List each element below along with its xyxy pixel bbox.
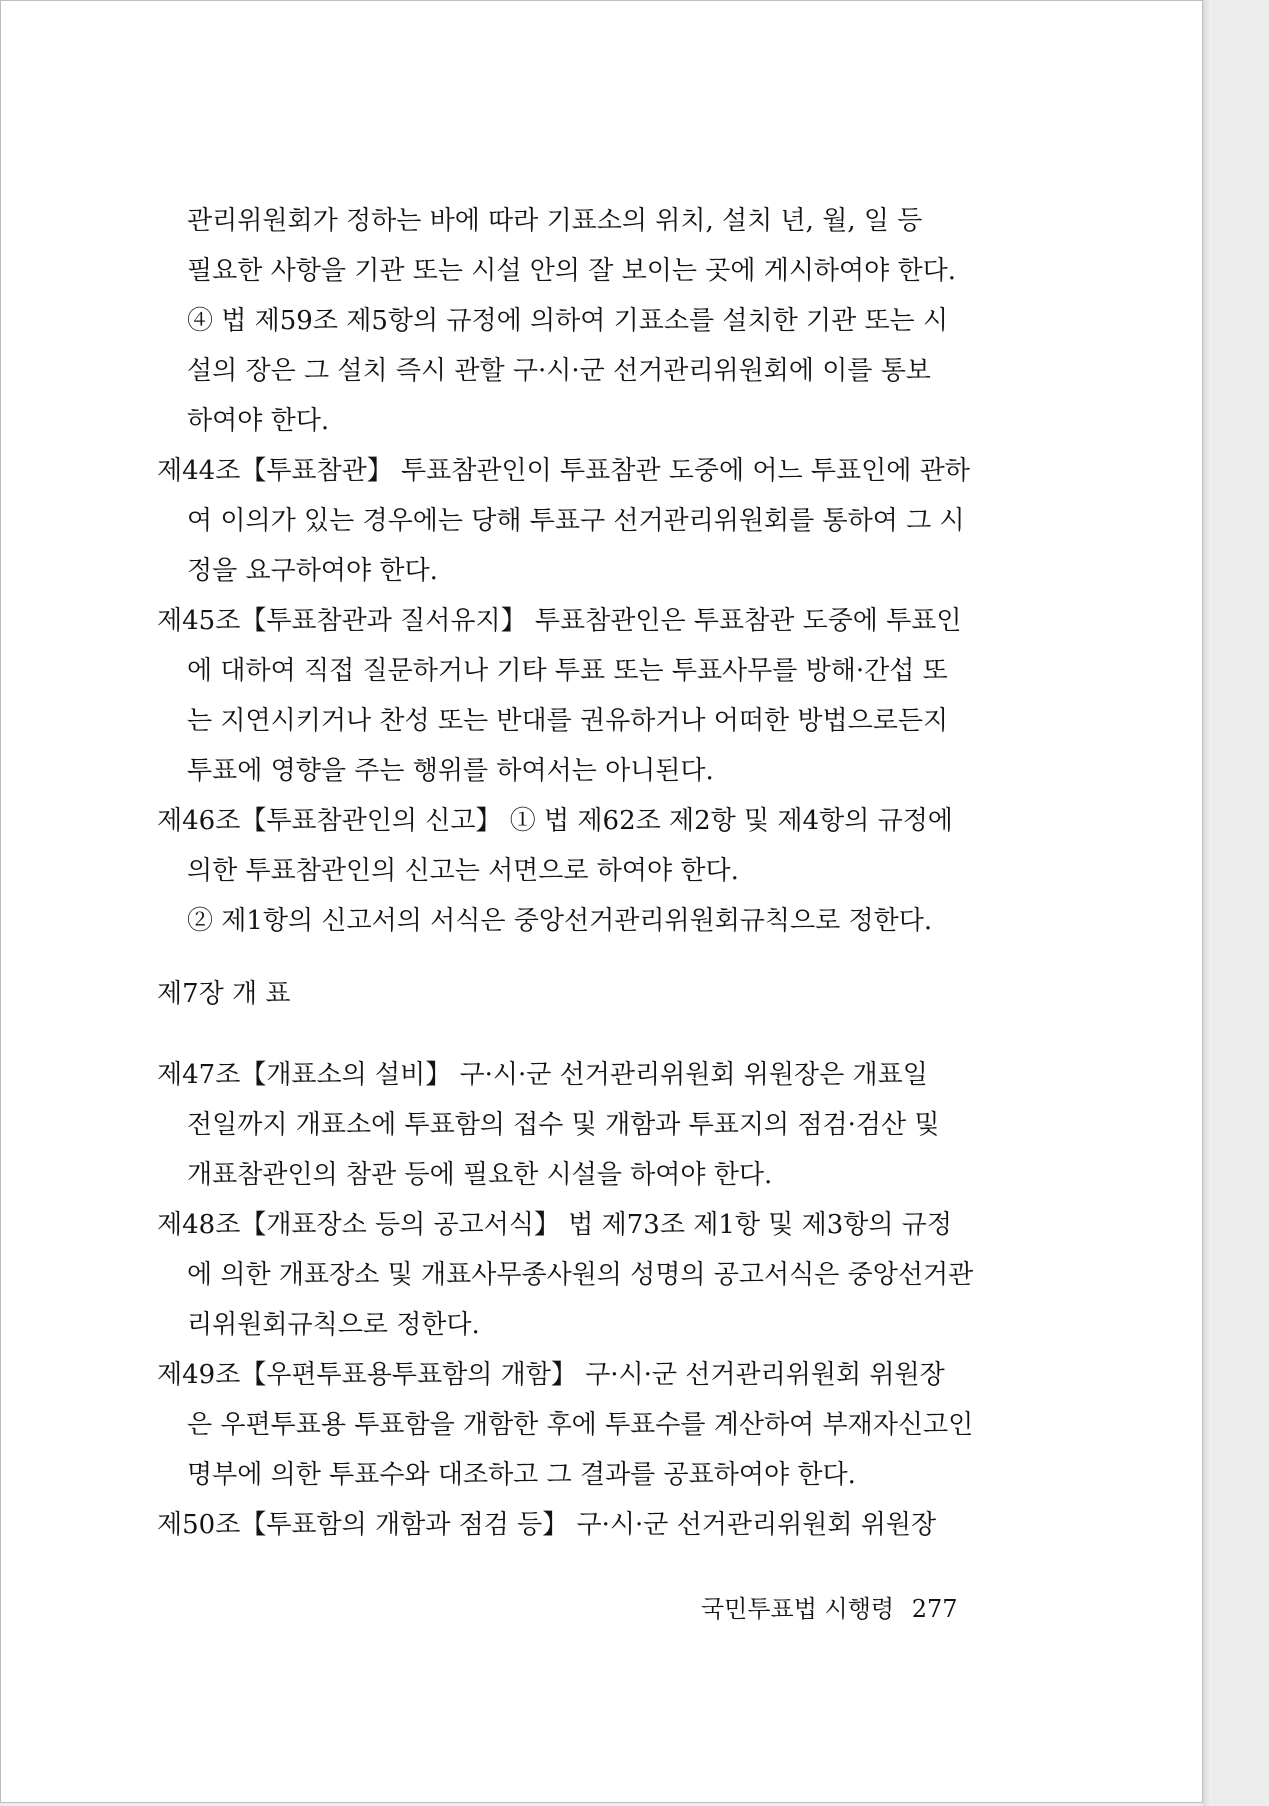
text-line: 필요한 사항을 기관 또는 시설 안의 잘 보이는 곳에 게시하여야 한다. [187, 256, 957, 286]
text-line: 에 의한 개표장소 및 개표사무종사원의 성명의 공고서식은 중앙선거관 [187, 1260, 974, 1290]
text-line: 개표참관인의 참관 등에 필요한 시설을 하여야 한다. [187, 1160, 773, 1190]
text-line: 은 우편투표용 투표함을 개함한 후에 투표수를 계산하여 부재자신고인 [187, 1410, 974, 1440]
text-line: 제46조【투표참관인의 신고】 ① 법 제62조 제2항 및 제4항의 규정에 [157, 806, 953, 836]
text-line: 리위원회규칙으로 정한다. [187, 1310, 480, 1340]
text-line: 제47조【개표소의 설비】 구·시·군 선거관리위원회 위원장은 개표일 [157, 1060, 928, 1090]
chapter-heading: 제7장 개 표 [157, 979, 291, 1009]
text-line: 에 대하여 직접 질문하거나 기타 투표 또는 투표사무를 방해·간섭 또 [187, 656, 948, 686]
page-number: 277 [911, 1595, 958, 1623]
text-line: 관리위원회가 정하는 바에 따라 기표소의 위치, 설치 년, 월, 일 등 [187, 206, 923, 236]
footer-title: 국민투표법 시행령 [701, 1595, 895, 1623]
page-body [157, 196, 1013, 1550]
page-footer [701, 1589, 1001, 1629]
text-line: ② 제1항의 신고서의 서식은 중앙선거관리위원회규칙으로 정한다. [187, 906, 933, 936]
text-line: 여 이의가 있는 경우에는 당해 투표구 선거관리위원회를 통하여 그 시 [187, 506, 965, 536]
text-line: 설의 장은 그 설치 즉시 관할 구·시·군 선거관리위원회에 이를 통보 [187, 356, 931, 386]
text-line: 제49조【우편투표용투표함의 개함】 구·시·군 선거관리위원회 위원장 [157, 1360, 945, 1390]
text-line: 전일까지 개표소에 투표함의 접수 및 개함과 투표지의 점검·검산 및 [187, 1110, 940, 1140]
text-line: 투표에 영향을 주는 행위를 하여서는 아니된다. [187, 756, 714, 786]
text-line: 는 지연시키거나 찬성 또는 반대를 권유하거나 어떠한 방법으로든지 [187, 706, 949, 736]
text-line: 의한 투표참관인의 신고는 서면으로 하여야 한다. [187, 856, 739, 886]
text-line: 명부에 의한 투표수와 대조하고 그 결과를 공표하여야 한다. [187, 1460, 856, 1490]
text-line: 정을 요구하여야 한다. [187, 556, 438, 586]
text-line: 하여야 한다. [187, 406, 330, 436]
text-line: 제48조【개표장소 등의 공고서식】 법 제73조 제1항 및 제3항의 규정 [157, 1210, 953, 1240]
text-line: ④ 법 제59조 제5항의 규정에 의하여 기표소를 설치한 기관 또는 시 [187, 306, 949, 336]
text-line: 제44조【투표참관】 투표참관인이 투표참관 도중에 어느 투표인에 관하 [157, 456, 970, 486]
text-line: 제45조【투표참관과 질서유지】 투표참관인은 투표참관 도중에 투표인 [157, 606, 962, 636]
page-edge-shadow [1203, 0, 1211, 1806]
text-line: 제50조【투표함의 개함과 점검 등】 구·시·군 선거관리위원회 위원장 [157, 1510, 937, 1540]
